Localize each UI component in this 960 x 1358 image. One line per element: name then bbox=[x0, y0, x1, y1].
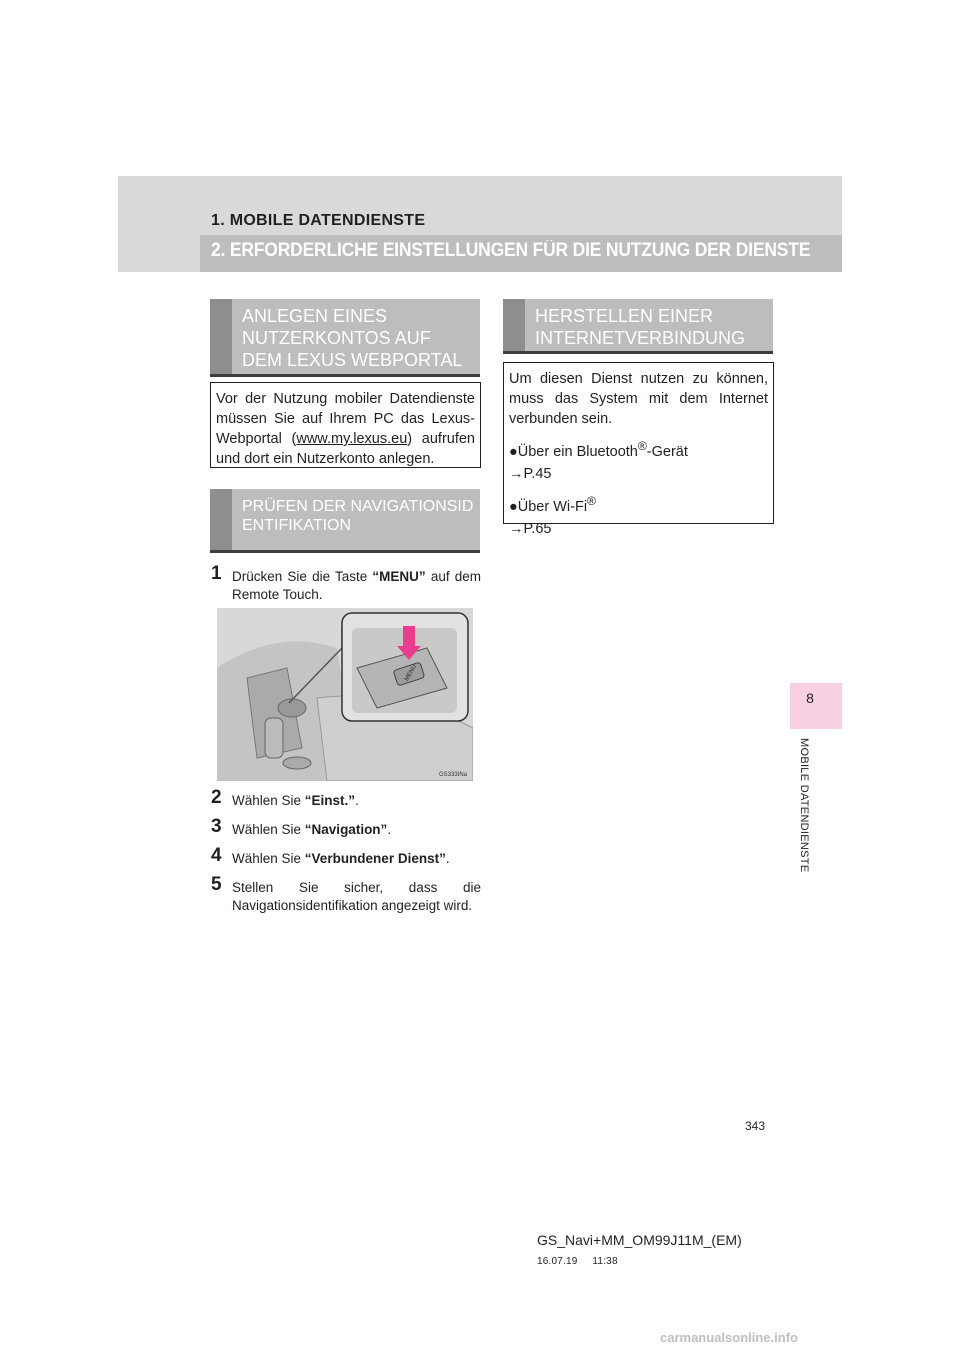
document-id: GS_Navi+MM_OM99J11M_(EM) bbox=[537, 1232, 742, 1248]
step-1 bbox=[211, 563, 481, 604]
bullet-icon: ● bbox=[509, 498, 518, 515]
info-box-internet bbox=[503, 362, 774, 537]
info-box-webportal bbox=[210, 382, 481, 468]
list-item bbox=[509, 491, 768, 517]
page-reference-link[interactable]: →P.65 bbox=[509, 520, 552, 537]
watermark: carmanualsonline.info bbox=[660, 1330, 798, 1345]
step-text: Wählen Sie bbox=[232, 851, 305, 866]
step-number: 5 bbox=[211, 874, 222, 895]
box-title-navigation-id bbox=[210, 489, 480, 553]
box-title-accent bbox=[210, 299, 232, 374]
step-text: Stellen Sie sicher, dass die Navigationsidentifikation angezeigt wird. bbox=[232, 880, 481, 913]
step-key: “Verbundener Dienst” bbox=[304, 851, 446, 866]
box-title-accent bbox=[503, 299, 525, 351]
page-number: 343 bbox=[745, 1119, 766, 1133]
box-title-webportal bbox=[210, 299, 480, 377]
step-key: “Einst.” bbox=[304, 793, 356, 808]
box-title-text: PRÜFEN DER NAVIGATIONSIDENTIFIKATION bbox=[242, 498, 474, 534]
page-reference-link[interactable]: →P.45 bbox=[509, 465, 552, 482]
registered-mark: ® bbox=[587, 493, 596, 508]
chapter-tab-label: MOBILE DATENDIENSTE bbox=[798, 738, 810, 873]
step-text: Wählen Sie bbox=[232, 793, 305, 808]
step-text: auf dem Remote Touch. bbox=[232, 569, 481, 602]
remote-touch-illustration bbox=[217, 608, 473, 781]
list-item bbox=[509, 436, 768, 462]
figure-code: GS333INa bbox=[439, 772, 468, 778]
chapter-label: 1. MOBILE DATENDIENSTE bbox=[211, 212, 426, 229]
registered-mark: ® bbox=[637, 439, 647, 453]
list-item-text: Über Wi-Fi bbox=[517, 498, 588, 515]
step-text: Drücken Sie die Taste bbox=[232, 569, 373, 584]
step-3 bbox=[211, 816, 481, 839]
step-4 bbox=[211, 845, 481, 868]
list-item-text: -Gerät bbox=[646, 443, 688, 460]
info-text: Vor der Nutzung mobiler Datendienste müssen Sie auf Ihrem PC das Lexus-Webportal ( bbox=[216, 391, 475, 447]
bullet-icon: ● bbox=[509, 443, 518, 460]
step-text: . bbox=[355, 793, 359, 808]
print-date: 16.07.19 11:38 bbox=[537, 1256, 618, 1267]
info-text: Um diesen Dienst nutzen zu können, muss das System mit dem Internet verbunden sein. bbox=[509, 371, 768, 427]
box-title-accent bbox=[210, 489, 232, 550]
step-number: 3 bbox=[211, 816, 222, 837]
step-2 bbox=[211, 787, 481, 810]
box-title-text: HERSTELLEN EINER INTERNETVERBINDUNG bbox=[535, 306, 746, 348]
chapter-tab-number: 8 bbox=[806, 690, 814, 706]
menu-button-label: MENU bbox=[404, 663, 419, 683]
box-title-internet bbox=[503, 299, 773, 354]
webportal-link[interactable]: www.my.lexus.eu bbox=[296, 431, 408, 447]
step-5 bbox=[211, 874, 481, 915]
step-text: Wählen Sie bbox=[232, 822, 305, 837]
step-number: 2 bbox=[211, 787, 222, 808]
step-number: 1 bbox=[211, 563, 222, 584]
step-text: . bbox=[387, 822, 392, 837]
step-text: . bbox=[445, 851, 450, 866]
step-key: “Navigation” bbox=[304, 822, 388, 837]
list-item-text: Über ein Bluetooth bbox=[517, 443, 638, 460]
step-number: 4 bbox=[211, 845, 222, 866]
box-title-text: ANLEGEN EINES NUTZERKONTOS AUF DEM LEXUS WEBPORTAL bbox=[242, 306, 463, 370]
info-text: ) aufrufen und dort ein Nutzerkonto anlegen. bbox=[216, 431, 475, 467]
step-key: “MENU” bbox=[372, 569, 426, 584]
section-title: 2. ERFORDERLICHE EINSTELLUNGEN FÜR DIE NUTZUNG DER DIENSTE bbox=[211, 240, 811, 261]
